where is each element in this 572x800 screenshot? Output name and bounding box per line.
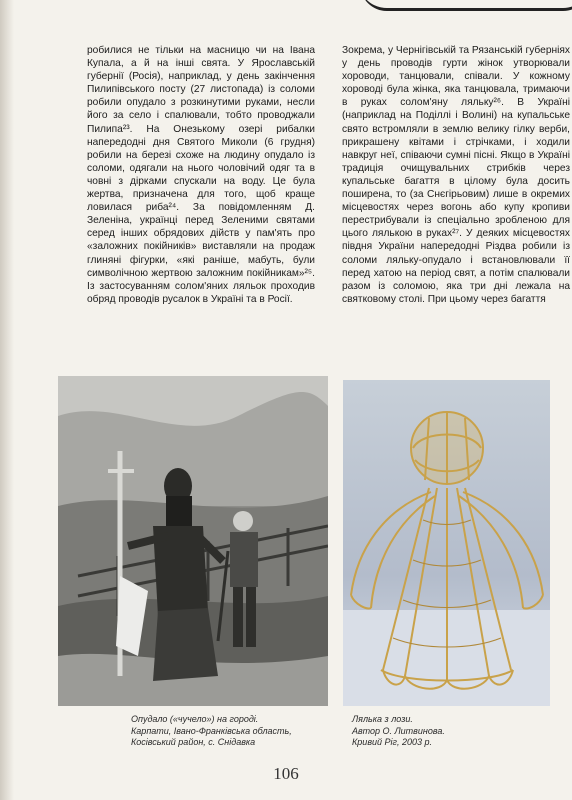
right-column-paragraph: Зокрема, у Чернігівській та Рязанській губерніях у день проводів гурти жінок утворювали хороводи, танцювали, співали. У кожному хороводі була жінка, яка танцювала, тримаючи в руках солом'яну ляльку²⁶. В Україні (наприклад на Поділлі і Волині) на купальське свято встромляли в землю велику гілку верби, прикрашену квітами і стрічками, і ходили навкруг неї, співаючи сумні пісні. Якщо в Україні традиція очищувальних стрибків через купальське багаття в цілому була досить поширена, то (за Снєгірьовим) лише в окремих місцевостях через вогонь або купу кропиви перестрибували із спеціально зробленою для цього лялькою в руках²⁷. У деяких місцевостях півдня України напередодні Різдва робили із соломи ляльку-опудало і встановлювали її перед хатою на період свят, а потім спалювали разом із соломою, яка три дні лежала на святковому столі. При цьому через багаття (342, 45, 570, 305)
caption-line: Лялька з лози. (352, 714, 413, 724)
caption-scarecrow (131, 714, 321, 749)
left-column-paragraph: робилися не тільки на масницю чи на Івана Купала, а й на інші свята. У Ярославській губернії (Росія), наприклад, у день закінчення Пилипівського посту (27 листопада) із соломи робили опудало з розкинутими руками, несли його за село і спалювали, тобто проводжали Пилипа²³. На Онезькому озері рибалки напередодні дня Святого Миколи (6 грудня) робили на березі схоже на людину опудало із соломи, одягали на нього чоловічий одяг та в човні з дірками спускали на воду. Це була жертва, призначена для того, щоб краще ловилася риба²⁴. За повідомленням Д. Зеленіна, українці перед Зеленими святами серед інших обрядових дійств у пам'ять про «заложних покійників» виставляли на продаж глиняні фігурки, «які раніше, мабуть, були символічною жертвою заложним покійникам»²⁵. Із застосуванням солом'яних ляльок проходив обряд проводів русалок в Україні та в Росії. (87, 45, 315, 305)
decorative-arc (360, 0, 572, 11)
binding-shadow (0, 0, 14, 800)
page-number: 106 (273, 764, 299, 783)
scarecrow-photo (58, 376, 328, 706)
caption-wicker-doll (352, 714, 542, 749)
wicker-doll-illustration (343, 380, 550, 706)
text-column-left (87, 44, 315, 306)
text-column-right (342, 44, 570, 306)
caption-line: Автор О. Литвинова. (352, 725, 445, 736)
caption-line: Карпати, Івано-Франківська область, (131, 725, 292, 736)
caption-line: Кривий Ріг, 2003 р. (352, 737, 432, 747)
caption-line: Косівський район, с. Снідавка (131, 737, 256, 747)
wicker-doll-photo (343, 380, 550, 706)
scarecrow-illustration (58, 376, 328, 706)
caption-line: Опудало («чучело») на городі. (131, 714, 259, 724)
